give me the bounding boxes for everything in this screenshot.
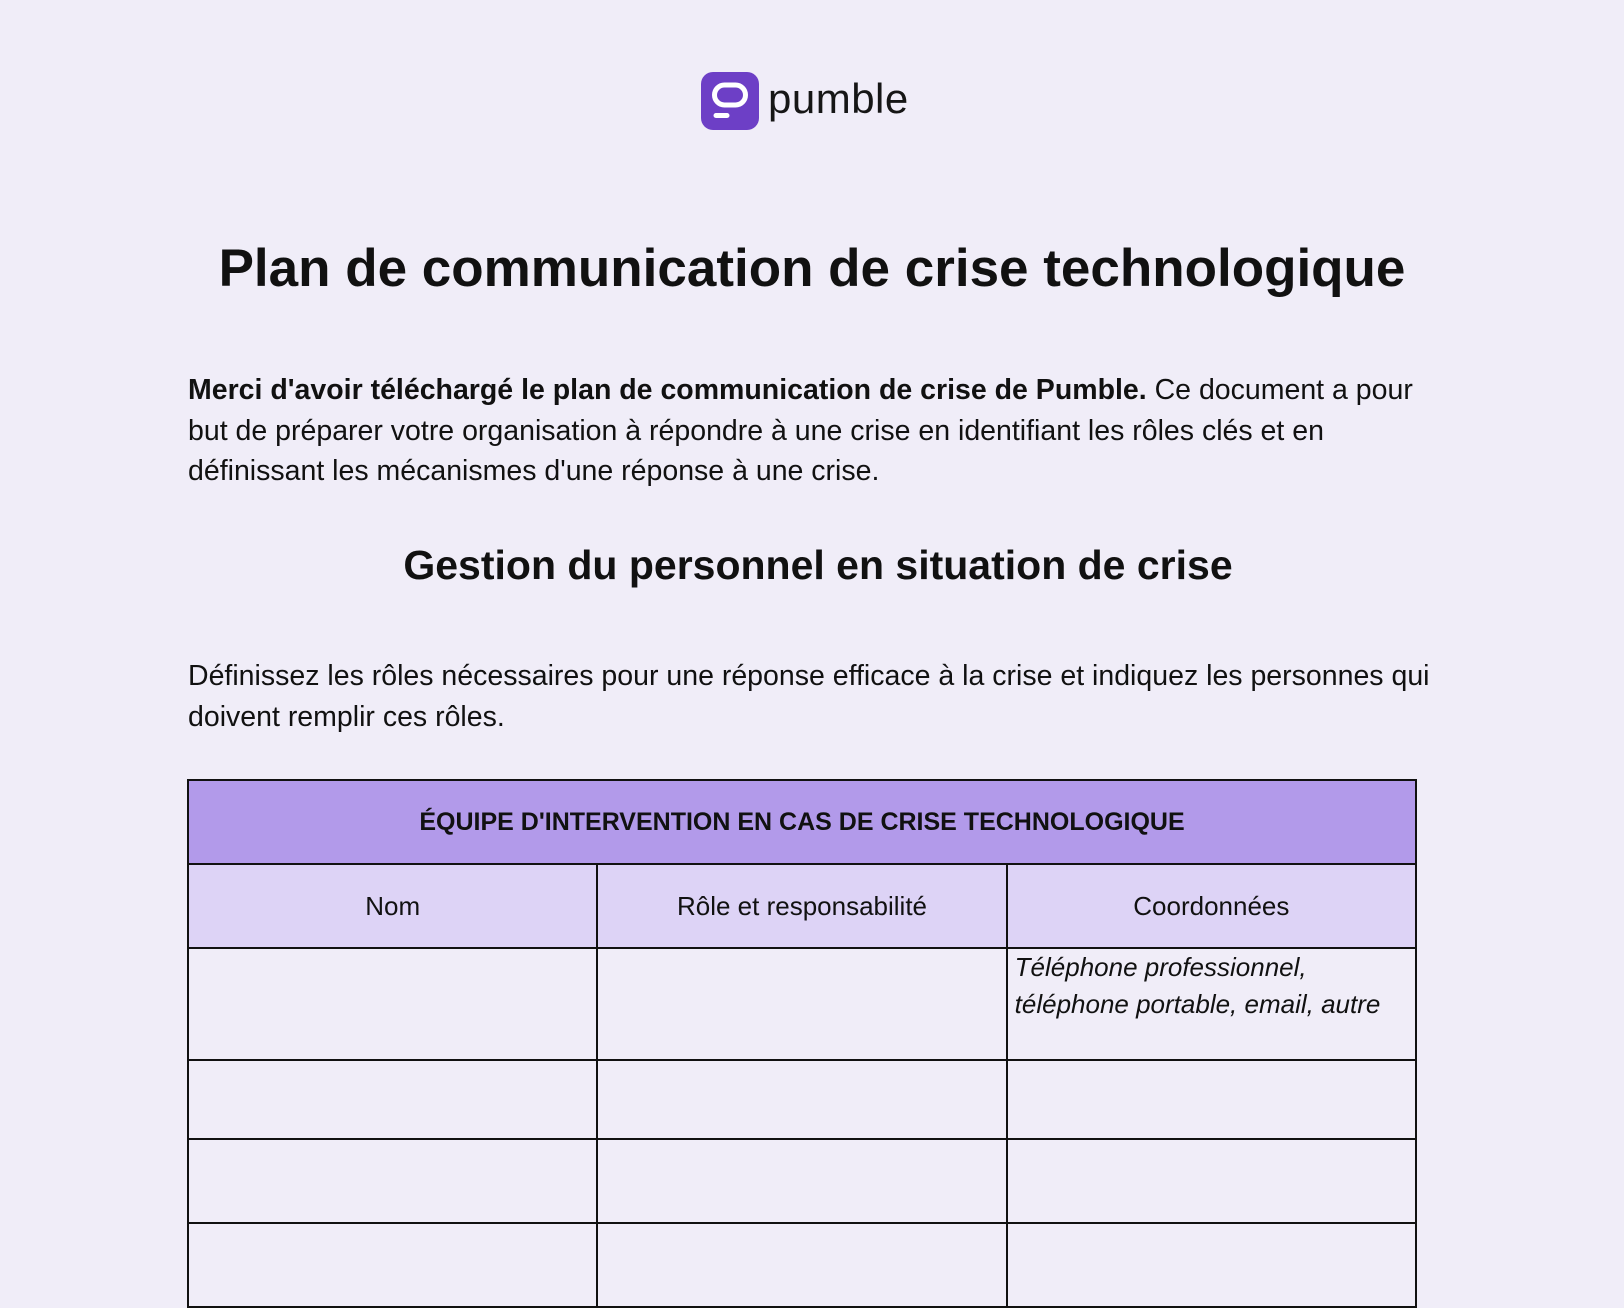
table-row bbox=[188, 1060, 1416, 1139]
pumble-logo-icon bbox=[701, 72, 759, 130]
intro-text: Ce document a pour but de préparer votre organisation à répondre à une crise en identifiant les rôles clés et en définissant les mécanismes d'une réponse à une crise. bbox=[188, 374, 1413, 487]
table-title: ÉQUIPE D'INTERVENTION EN CAS DE CRISE TECHNOLOGIQUE bbox=[188, 780, 1416, 864]
intro-paragraph bbox=[188, 370, 1448, 492]
pumble-logo bbox=[701, 72, 909, 130]
section-description: Définissez les rôles nécessaires pour une réponse efficace à la crise et indiquez les personnes qui doivent remplir ces rôles. bbox=[188, 660, 1430, 733]
table-cell[interactable] bbox=[597, 1139, 1006, 1223]
intro-bold-text: Merci d'avoir téléchargé le plan de communication de crise de Pumble. bbox=[188, 374, 1147, 406]
table-cell[interactable] bbox=[188, 1060, 597, 1139]
section-title: Gestion du personnel en situation de crise bbox=[403, 542, 1233, 588]
table-cell[interactable] bbox=[597, 1060, 1006, 1139]
table-cell[interactable] bbox=[188, 948, 597, 1060]
table-row bbox=[188, 948, 1416, 1060]
table-cell[interactable] bbox=[1007, 1223, 1416, 1307]
table-row bbox=[188, 1139, 1416, 1223]
table-row bbox=[188, 1223, 1416, 1307]
table-cell[interactable] bbox=[188, 1139, 597, 1223]
table-cell[interactable] bbox=[597, 1223, 1006, 1307]
column-header-role: Rôle et responsabilité bbox=[597, 864, 1006, 948]
brand-name: pumble bbox=[768, 75, 909, 122]
table-cell[interactable] bbox=[188, 1223, 597, 1307]
table-title-row bbox=[188, 780, 1416, 864]
crisis-team-table bbox=[187, 779, 1417, 1308]
table-header-row bbox=[188, 864, 1416, 948]
table-cell[interactable] bbox=[597, 948, 1006, 1060]
column-header-coordonnees: Coordonnées bbox=[1007, 864, 1416, 948]
column-header-nom: Nom bbox=[188, 864, 597, 948]
page-title: Plan de communication de crise technologique bbox=[218, 239, 1406, 298]
table-cell[interactable] bbox=[1007, 1060, 1416, 1139]
table-cell[interactable] bbox=[1007, 1139, 1416, 1223]
contact-hint-cell[interactable]: Téléphone professionnel, téléphone portable, email, autre bbox=[1007, 948, 1416, 1060]
